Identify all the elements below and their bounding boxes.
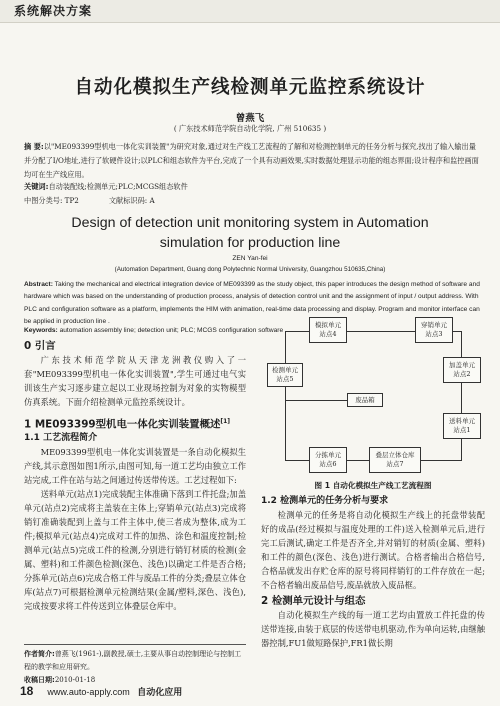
node-feed-unit: 送料单元 站点1 [443,413,481,439]
flow-line [347,331,415,332]
footnote-rule [24,644,246,645]
citation-1: [1] [220,418,231,425]
affiliation-en: (Automation Department, Guang dong Polytechnic Normal University, Guangzhou 510635,China) [114,266,386,273]
author-bio-text: 曾燕飞(1961-),副教授,硕士,主要从事自动控制理论与控制工程的教学和应用研究。 [24,650,242,671]
flow-line [461,383,462,413]
keywords-zh-label: 关键词: [24,182,49,191]
keywords-zh [24,182,480,192]
abstract-en-text: Taking the mechanical and electrical integration device of ME093399 as the study object, this paper introduces the design method of software and hardware which was based on the understanding of production process, analysis of detection control unit and the assignment of input / output address. With PLC and configuration software as a platform, implements the HIM with animation, real-time data processing and display. Program and monitor interface can be applied in production line . [24,281,480,326]
keywords-en-text: automation assembly line; detection unit; PLC; MCGS configuration software [59,327,284,334]
paper-title-zh: 自动化模拟生产线检测单元监控系统设计 [74,77,426,98]
node-cap-unit: 加盖单元 站点2 [443,357,481,383]
journal-name: 自动化应用 [137,687,183,697]
flow-line [285,460,309,461]
paper-title-en: Design of detection unit monitoring system in Automation simulation for production line [71,215,429,251]
heading-section-1 [24,415,246,431]
author-bio [24,648,246,674]
flow-line [285,331,309,332]
abstract-zh-label: 摘 要: [24,142,44,151]
classification-zh [24,196,480,206]
node-pin-unit: 穿销单元 站点3 [415,317,453,343]
received-date-label: 收稿日期: [24,676,55,684]
section-1-1-paragraph-2: 送料单元(站点1)完成装配主体准确下落到工件托盘;加盖单元(站点2)完成将主盖装在主体上;穿销单元(站点3)完成将销钉准确装配到上盖与工件主体中,使三者成为整体,成为工件;模拟单元(站点4)完成对工件的加热、涂色和温度控制;检测单元(站点5)完成工件的检测,分别进行销钉材质的检测(金属、塑料)和工件颜色检测(深色、浅色)以确定工件是否合格;分拣单元(站点6)完成合格工件与废品工件的分类;叠层立体仓库(站点7)可根据检测单元检测结果(金属/塑料,深色、浅色),完成按要求将工件传送到立体叠层仓库中。 [24,489,246,612]
author-bio-label: 作者简介: [24,650,55,658]
journal-url: www.auto-apply.com [47,687,130,697]
flow-line [285,331,286,363]
flow-line [347,460,369,461]
node-stack-warehouse: 叠层立体仓库 站点7 [369,447,421,473]
section-1-1-paragraph-1: ME093399型机电一体化实训装置是一条自动化模拟生产线,其示意图如图1所示,由图可知,每一道工艺均由独立工作站完成,工件在站与站之间通过传送带传送。工艺过程如下: [24,447,246,486]
flow-line [421,460,462,461]
heading-1-1: 1.1 工艺流程简介 [24,433,98,444]
author-zh: 曾燕飞 [235,113,265,124]
left-column [24,339,246,613]
keywords-zh-text: 自动装配线;检测单元;PLC;MCGS组态软件 [48,182,188,191]
node-detection-unit: 检测单元 站点5 [267,363,303,387]
abstract-zh [24,140,480,182]
heading-1-2: 1.2 检测单元的任务分析与要求 [261,496,389,506]
abstract-zh-text: 以"ME093399型机电一体化实训装置"为研究对象,通过对生产线工艺流程的了解和对检测控制单元的任务分析与探究,找出了输入输出量并分配了I/O地址,进行了软硬件设计;以PLC和组态软件为平台,完成了一个具有动画效果,实时数据处理显示功能的组态界面;设计程序和监控画面均可在生产线应用。 [24,142,479,179]
flow-line [285,400,347,401]
heading-section-1-text: 1 ME093399型机电一体化实训装置概述 [24,418,221,431]
document-code: 文献标识码: A [108,196,155,205]
right-column [261,494,485,650]
figure-1-flowchart [261,313,485,478]
section-tag: 系统解决方案 [14,4,93,18]
received-date-text: 2010-01-18 [54,676,96,684]
node-sorting-unit: 分拣单元 站点6 [309,447,347,473]
flow-line [461,331,462,357]
affiliation-zh: ( 广东技术师范学院自动化学院, 广州 510635 ) [173,124,327,133]
clc-number: 中图分类号: TP2 [24,196,79,205]
figure-1-caption: 图 1 自动化模拟生产线工艺流程图 [314,481,432,490]
flow-line [285,387,286,461]
heading-section-2: 2 检测单元设计与组态 [261,595,366,607]
node-simulation-unit: 模拟单元 站点4 [309,317,347,343]
abstract-en-label: Abstract: [24,281,53,288]
keywords-en-label: Keywords: [24,327,58,334]
page-number: 18 [20,684,34,698]
node-reject-bin: 废品箱 [347,393,383,407]
page-footer [20,684,182,698]
flow-line [461,439,462,461]
section-2-paragraph: 自动化模拟生产线的每一道工艺均由置放工件托盘的传送带连接,由装于底层的传送带电机驱动,作为单向运转,由继触器控制,FU1做短路保护,FR1做长期 [261,610,485,648]
section-1-2-paragraph: 检测单元的任务是将自动化模拟生产线上的托盘带装配好的成品(经过模拟与温度处理的工件)送入检测单元后,进行完工后测试,确定工件是否齐全,并对销钉的材质(金属、塑料)和工件的颜色(深色、浅色)进行测试。合格者输出合格信号,合格品就发出存贮仓库的原号将同样销钉的工件存放在一起;不合格者输出废品信号,废品就放入废品框。 [261,510,485,590]
author-en: ZEN Yan-fei [232,255,268,262]
heading-intro: 0 引言 [24,340,56,352]
intro-paragraph: 广东技术师范学院从天津龙洲教仪购入了一套"ME093399型机电一体化实训装置",学生可通过电气实训该生产实习逐步建立起以工业现场控制为对象的实物模型仿真系统。下面介绍检测单元监控系统设计。 [24,355,246,407]
